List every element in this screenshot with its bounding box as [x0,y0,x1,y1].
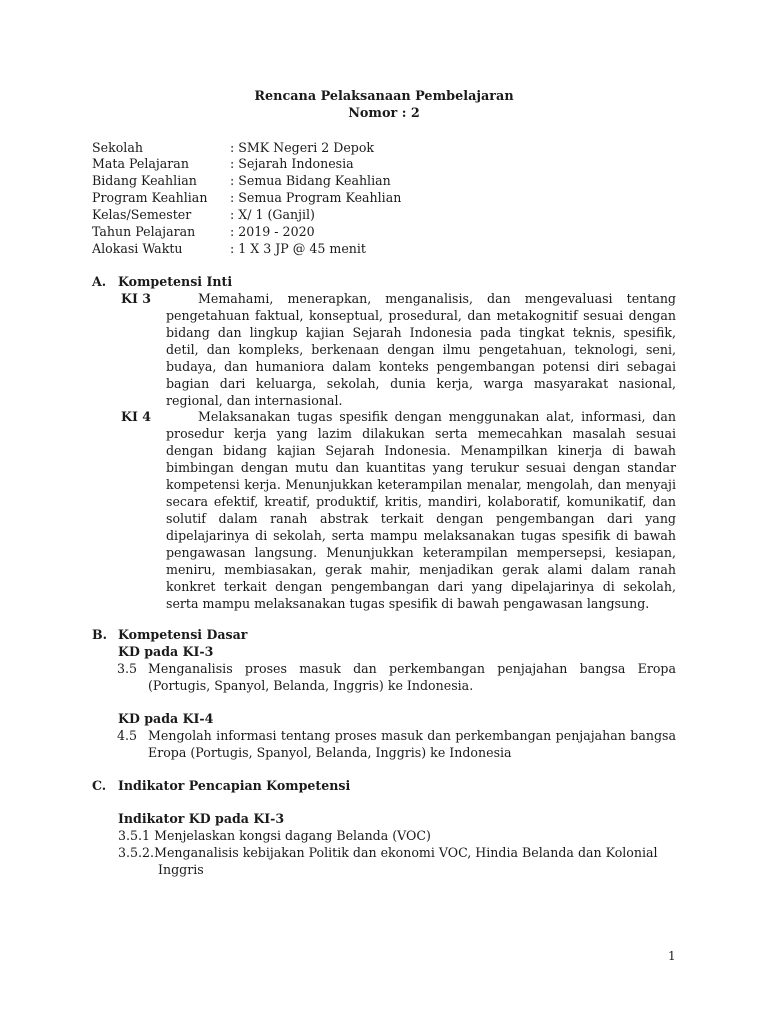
kd-text: Menganalisis proses masuk dan perkembangan penjajahan bangsa Eropa (Portugis, Spanyol, Belanda, Inggris) ke Indonesia. [148,661,676,693]
info-value: : X/ 1 (Ganjil) [230,207,315,222]
info-value: : SMK Negeri 2 Depok [230,140,375,155]
indikator-number: 3.5.1 [118,828,151,843]
document-number: Nomor : 2 [348,106,420,121]
info-label: Kelas/Semester [92,207,192,222]
info-label: Bidang Keahlian [92,173,197,188]
kd-item-4-5 [117,727,676,761]
indikator-item-3-5-1 [118,827,676,844]
info-value: : Semua Program Keahlian [230,190,402,205]
section-c-heading [92,777,350,794]
ki3-text-content: Memahami, menerapkan, menganalisis, dan mengevaluasi tentang pengetahuan faktual, konseptual, prosedural, dan metakognitif sesuai dengan bidang dan lingkup kajian Sejarah Indonesia pada tingkat teknis, spesifik, detil, dan kompleks, berkenaan dengan ilmu pengetahuan, teknologi, seni, budaya, dan humaniora dalam konteks pengembangan potensi diri sebagai bagian dari keluarga, sekolah, dunia kerja, warga masyarakat nasional, regional, dan internasional. [166,291,676,408]
page-number: 1 [668,949,676,963]
ki3-label: KI 3 [121,291,151,306]
ki4-label: KI 4 [121,409,151,424]
indikator-item-3-5-2 [118,844,676,878]
kd4-heading: KD pada KI-4 [118,711,214,726]
kd-number: 4.5 [117,728,138,743]
ki3-text [166,290,676,409]
info-label: Tahun Pelajaran [92,224,196,239]
kd-text: Mengolah informasi tentang proses masuk dan perkembangan penjajahan bangsa Eropa (Portugis, Spanyol, Belanda, Inggris) ke Indonesia [148,728,676,760]
section-title: Kompetensi Inti [118,274,233,289]
section-letter: B. [92,627,108,642]
info-value: : 2019 - 2020 [230,224,315,239]
indikator-ki3-heading: Indikator KD pada KI-3 [118,811,285,826]
info-label: Sekolah [92,140,143,155]
ki4-text-content: Melaksanakan tugas spesifik dengan menggunakan alat, informasi, dan prosedur kerja yang lazim dilakukan serta memecahkan masalah sesuai dengan bidang kajian Sejarah Indonesia. Menampilkan kinerja di bawah bimbingan dengan mutu dan kuantitas yang terukur sesuai dengan standar kompetensi kerja. Menunjukkan keterampilan menalar, mengolah, dan menyaji secara efektif, kreatif, produktif, kritis, mandiri, kolaboratif, komunikatif, dan solutif dalam ranah abstrak terkait dengan pengembangan dari yang dipelajarinya di sekolah, serta mampu melaksanakan tugas spesifik di bawah pengawasan langsung. Menunjukkan keterampilan mempersepsi, kesiapan, meniru, membiasakan, gerak mahir, menjadikan gerak alami dalam ranah konkret terkait dengan pengembangan dari yang dipelajarinya di sekolah, serta mampu melaksanakan tugas spesifik di bawah pengawasan langsung. [166,409,676,611]
indikator-text-line2: Inggris [158,862,204,877]
info-label: Alokasi Waktu [92,241,183,256]
indikator-text-line1: Menganalisis kebijakan Politik dan ekonomi VOC, Hindia Belanda dan Kolonial [154,845,658,860]
kd3-heading: KD pada KI-3 [118,644,214,659]
section-letter: A. [92,274,107,289]
document-title: Rencana Pelaksanaan Pembelajaran [254,89,514,104]
indikator-number: 3.5.2. [118,845,155,860]
section-letter: C. [92,778,107,793]
info-value: : Sejarah Indonesia [230,156,354,171]
info-label: Mata Pelajaran [92,156,189,171]
info-value: : 1 X 3 JP @ 45 menit [230,241,366,256]
section-a-heading [92,273,232,290]
info-label: Program Keahlian [92,190,208,205]
section-b-heading [92,626,247,643]
section-title: Indikator Pencapian Kompetensi [118,778,351,793]
info-value: : Semua Bidang Keahlian [230,173,391,188]
kd-item-3-5 [117,660,676,694]
ki4-text [166,408,676,612]
kd-number: 3.5 [117,661,138,676]
indikator-text: Menjelaskan kongsi dagang Belanda (VOC) [154,828,431,843]
section-title: Kompetensi Dasar [118,627,248,642]
